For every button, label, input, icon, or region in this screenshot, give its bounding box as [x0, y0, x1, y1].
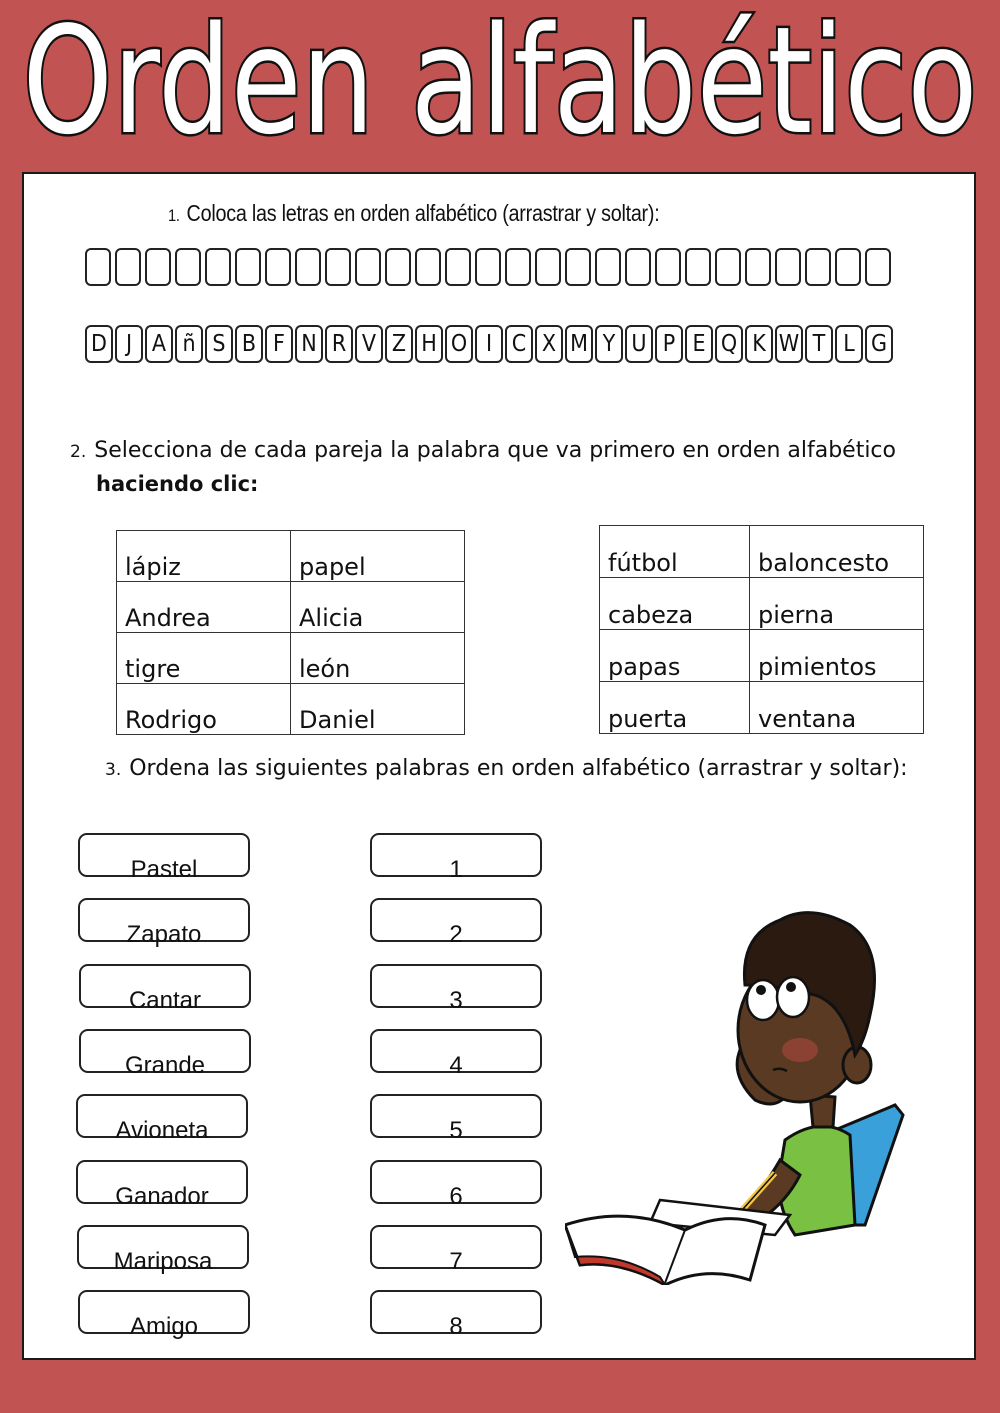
slot-number: 3	[449, 986, 463, 1014]
letter-drop-slot[interactable]	[325, 248, 351, 286]
exercise-1-instruction	[168, 200, 659, 227]
letter-tile[interactable]: R	[325, 325, 353, 363]
letter-drop-slot[interactable]	[865, 248, 891, 286]
letter-drop-slot[interactable]	[535, 248, 561, 286]
word-drop-slot[interactable]	[370, 1290, 542, 1341]
word-pairs-table-right	[599, 525, 924, 734]
word-drop-slot[interactable]	[370, 898, 542, 949]
word-tile-label: Avioneta	[115, 1117, 209, 1145]
letter-tile[interactable]: F	[265, 325, 293, 363]
word-pair-row	[600, 526, 924, 578]
word-choice-cell[interactable]: papas	[600, 630, 750, 682]
word-drop-slot[interactable]	[370, 1094, 542, 1145]
word-tile[interactable]	[76, 1160, 248, 1210]
word-tile-label: Amigo	[129, 1313, 199, 1341]
word-drop-slot[interactable]	[370, 833, 542, 883]
slot-number: 6	[449, 1182, 463, 1210]
letter-tile[interactable]: B	[235, 325, 263, 363]
letter-tile[interactable]: S	[205, 325, 233, 363]
word-choice-cell[interactable]: fútbol	[600, 526, 750, 578]
letter-drop-slot[interactable]	[355, 248, 381, 286]
exercise-1-text: Coloca las letras en orden alfabético (arrastrar y soltar):	[186, 200, 660, 226]
exercise-2-text: Selecciona de cada pareja la palabra que va primero en orden alfabético	[94, 438, 896, 463]
word-choice-cell[interactable]: ventana	[750, 682, 924, 734]
exercise-3-text: Ordena las siguientes palabras en orden alfabético (arrastrar y soltar):	[129, 756, 908, 781]
letter-tile[interactable]: ñ	[175, 325, 203, 363]
word-pair-row	[600, 630, 924, 682]
letter-tile[interactable]: L	[835, 325, 863, 363]
letter-drop-slot[interactable]	[625, 248, 651, 286]
word-tile[interactable]	[76, 1094, 248, 1145]
word-tile-label: Pastel	[130, 856, 198, 883]
letter-tile[interactable]: H	[415, 325, 443, 363]
letter-drop-slot[interactable]	[415, 248, 441, 286]
exercise-3-number: 3.	[105, 760, 122, 780]
word-choice-cell[interactable]: león	[291, 633, 465, 684]
letter-drop-slot[interactable]	[595, 248, 621, 286]
letter-tile[interactable]: M	[565, 325, 593, 363]
letter-tile[interactable]: K	[745, 325, 773, 363]
page-title	[0, 0, 1000, 162]
letter-drop-slot[interactable]	[385, 248, 411, 286]
word-pair-row	[117, 582, 465, 633]
word-choice-cell[interactable]: Alicia	[291, 582, 465, 633]
exercise-2-instruction	[70, 438, 896, 463]
letter-tile[interactable]: I	[475, 325, 503, 363]
letter-drop-slot[interactable]	[775, 248, 801, 286]
thinking-kid-illustration	[565, 905, 945, 1285]
word-tile[interactable]	[78, 833, 250, 883]
letter-tile[interactable]: A	[145, 325, 173, 363]
letter-drop-slot[interactable]	[145, 248, 171, 286]
letter-tile[interactable]: Q	[715, 325, 743, 363]
letter-drop-slot[interactable]	[295, 248, 321, 286]
letter-tile[interactable]: P	[655, 325, 683, 363]
word-drop-slot[interactable]	[370, 1225, 542, 1275]
page-title-text: Orden alfabético	[22, 0, 978, 162]
word-pairs-table-left	[116, 530, 465, 735]
letter-tile[interactable]: Y	[595, 325, 623, 363]
word-tile-label: Mariposa	[113, 1247, 213, 1275]
word-choice-cell[interactable]: lápiz	[117, 531, 291, 582]
letter-tile[interactable]: G	[865, 325, 893, 363]
exercise-2-text-bold: haciendo clic:	[96, 472, 259, 496]
letter-drop-slot[interactable]	[805, 248, 831, 286]
word-pair-row	[117, 633, 465, 684]
word-tile[interactable]	[77, 1225, 249, 1275]
word-tile[interactable]	[78, 1290, 250, 1341]
word-choice-cell[interactable]: cabeza	[600, 578, 750, 630]
letter-drop-slot[interactable]	[175, 248, 201, 286]
word-drop-slot[interactable]	[370, 1160, 542, 1210]
letter-drop-slot[interactable]	[475, 248, 501, 286]
exercise-1-number: 1.	[168, 206, 180, 225]
word-tile-label: Cantar	[128, 986, 202, 1014]
word-choice-cell[interactable]: baloncesto	[750, 526, 924, 578]
slot-number: 4	[449, 1051, 463, 1079]
slot-number: 8	[449, 1313, 463, 1341]
word-choice-cell[interactable]: puerta	[600, 682, 750, 734]
letter-drop-slot[interactable]	[265, 248, 291, 286]
word-tile[interactable]	[79, 1029, 251, 1079]
word-tile-label: Ganador	[115, 1182, 209, 1210]
letter-drop-slots	[85, 248, 891, 286]
slot-number: 7	[449, 1247, 463, 1275]
letter-tile[interactable]: T	[805, 325, 833, 363]
word-tile-label: Grande	[124, 1051, 206, 1079]
word-pair-row	[117, 684, 465, 735]
letter-tile[interactable]: Z	[385, 325, 413, 363]
slot-number: 1	[449, 856, 463, 883]
word-choice-cell[interactable]: Andrea	[117, 582, 291, 633]
letter-drop-slot[interactable]	[505, 248, 531, 286]
letter-tile[interactable]: U	[625, 325, 653, 363]
letter-tile[interactable]: C	[505, 325, 533, 363]
letter-drop-slot[interactable]	[655, 248, 681, 286]
letter-drop-slot[interactable]	[205, 248, 231, 286]
word-choice-cell[interactable]: pierna	[750, 578, 924, 630]
letter-tile[interactable]: J	[115, 325, 143, 363]
exercise-3-instruction	[105, 756, 908, 781]
letter-tile[interactable]: W	[775, 325, 803, 363]
letter-tiles	[85, 325, 893, 363]
word-tile[interactable]	[78, 898, 250, 949]
letter-tile[interactable]: D	[85, 325, 113, 363]
word-pair-row	[600, 682, 924, 734]
letter-drop-slot[interactable]	[235, 248, 261, 286]
exercise-2-number: 2.	[70, 442, 87, 462]
letter-drop-slot[interactable]	[565, 248, 591, 286]
letter-drop-slot[interactable]	[445, 248, 471, 286]
letter-drop-slot[interactable]	[115, 248, 141, 286]
word-pair-row	[600, 578, 924, 630]
letter-tile[interactable]: N	[295, 325, 323, 363]
word-choice-cell[interactable]: Daniel	[291, 684, 465, 735]
word-choice-cell[interactable]: pimientos	[750, 630, 924, 682]
slot-number: 5	[449, 1117, 463, 1145]
word-drop-slot[interactable]	[370, 1029, 542, 1079]
letter-drop-slot[interactable]	[715, 248, 741, 286]
word-choice-cell[interactable]: tigre	[117, 633, 291, 684]
letter-tile[interactable]: V	[355, 325, 383, 363]
letter-drop-slot[interactable]	[835, 248, 861, 286]
word-tile-label: Zapato	[126, 921, 202, 949]
word-pair-row	[117, 531, 465, 582]
letter-tile[interactable]: O	[445, 325, 473, 363]
letter-tile[interactable]: E	[685, 325, 713, 363]
word-drop-slot[interactable]	[370, 964, 542, 1014]
letter-drop-slot[interactable]	[745, 248, 771, 286]
letter-drop-slot[interactable]	[85, 248, 111, 286]
letter-tile[interactable]: X	[535, 325, 563, 363]
letter-drop-slot[interactable]	[685, 248, 711, 286]
word-tile[interactable]	[79, 964, 251, 1014]
word-choice-cell[interactable]: papel	[291, 531, 465, 582]
slot-number: 2	[449, 921, 463, 949]
word-choice-cell[interactable]: Rodrigo	[117, 684, 291, 735]
